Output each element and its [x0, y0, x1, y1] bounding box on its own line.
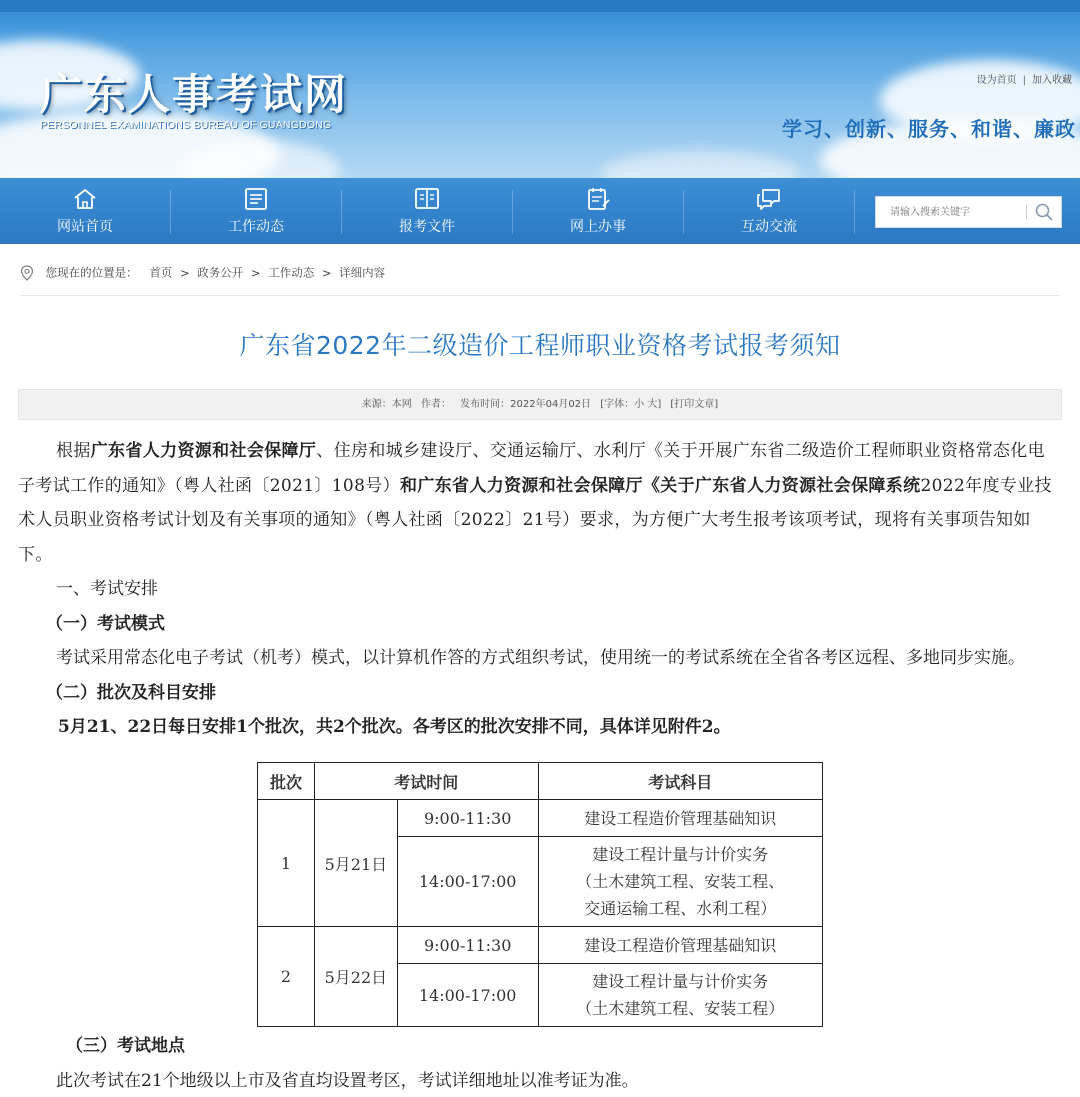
- subsection-heading: （三）考试地点: [66, 1036, 185, 1056]
- search-icon[interactable]: [1034, 202, 1054, 222]
- breadcrumb-public-affairs[interactable]: 政务公开: [197, 265, 244, 280]
- article-body: [18, 434, 1062, 745]
- meta-published: 发布时间：2022年04月02日: [460, 399, 592, 410]
- date-cell: 5月22日: [314, 927, 397, 1027]
- breadcrumb-home[interactable]: 首页: [149, 265, 173, 280]
- nav-label: 报考文件: [399, 219, 455, 235]
- time-cell: 9:00-11:30: [397, 927, 538, 964]
- breadcrumb-separator: >: [179, 265, 190, 280]
- subject-line: 建设工程造价管理基础知识: [584, 808, 777, 828]
- date-cell: 5月21日: [314, 800, 397, 927]
- subject-line: （土木建筑工程、安装工程、: [576, 872, 785, 891]
- breadcrumb-work-news[interactable]: 工作动态: [268, 265, 315, 280]
- time-cell: 14:00-17:00: [397, 837, 538, 927]
- nav-item-online-services[interactable]: [513, 178, 683, 244]
- intro-text: 2022年度专业技术人员职业资格考试计划及有关事项的通知》（粤人社函〔2022〕21号）要求，为方便广大考生报考该项考试，现将有关事项告知如下。: [18, 475, 1052, 565]
- set-homepage-link[interactable]: 设为首页: [976, 75, 1017, 86]
- subject-line: （土木建筑工程、安装工程）: [576, 999, 785, 1018]
- subject-cell: [538, 837, 822, 927]
- intro-paragraph: [18, 434, 1062, 572]
- news-icon: [242, 186, 270, 212]
- subject-line: 建设工程计量与计价实务: [592, 972, 769, 991]
- nav-item-interaction[interactable]: [684, 178, 854, 244]
- top-link-separator: |: [1022, 75, 1026, 86]
- paragraph-bold: 5月21、22日每日安排1个批次，共2个批次。各考区的批次安排不同，具体详见附件2。: [58, 717, 731, 737]
- location-pin-icon: [20, 265, 34, 281]
- paragraph: 此次考试在21个地级以上市及省直均设置考区，考试详细地址以准考证为准。: [56, 1070, 639, 1091]
- clipboard-icon: [584, 186, 612, 212]
- print-article-link[interactable]: [打印文章]: [670, 399, 719, 410]
- banner-top-strip: [0, 0, 1080, 12]
- subsection-heading: （二）批次及科目安排: [46, 682, 216, 703]
- batch-cell: 1: [258, 800, 315, 927]
- nav-label: 网上办事: [570, 219, 626, 235]
- subject-line: 建设工程造价管理基础知识: [584, 935, 777, 955]
- nav-label: 网站首页: [57, 219, 113, 235]
- meta-source: 来源：本网: [361, 399, 412, 410]
- subject-cell: [538, 927, 822, 964]
- time-cell: 14:00-17:00: [397, 964, 538, 1027]
- breadcrumb-separator: >: [250, 265, 261, 280]
- site-banner: [0, 0, 1080, 178]
- top-links: [977, 71, 1072, 86]
- font-size-control[interactable]: [字体：小 大]: [600, 399, 662, 410]
- article-title: 广东省2022年二级造价工程师职业资格考试报考须知: [239, 331, 841, 360]
- subject-line: 建设工程计量与计价实务: [592, 845, 769, 864]
- subject-cell: [538, 964, 822, 1027]
- time-cell: 9:00-11:30: [397, 800, 538, 837]
- intro-text-bold: 广东省人力资源和社会保障厅: [90, 441, 317, 461]
- header-subject: 考试科目: [538, 763, 822, 800]
- nav-item-work-news[interactable]: [171, 178, 341, 244]
- subject-line: 交通运输工程、水利工程）: [584, 899, 777, 918]
- breadcrumb-prefix: 您现在的位置是：: [45, 265, 138, 280]
- site-slogan: 学习、创新、服务、和谐、廉政: [782, 117, 1076, 141]
- meta-author: 作者：: [420, 399, 451, 410]
- section-heading: 一、考试安排: [56, 579, 158, 599]
- book-icon: [413, 186, 441, 212]
- search-input[interactable]: [876, 197, 1026, 227]
- table-row: [258, 927, 823, 964]
- nav-item-exam-documents[interactable]: [342, 178, 512, 244]
- paragraph: 考试采用常态化电子考试（机考）模式，以计算机作答的方式组织考试，使用统一的考试系统在全省各考区远程、多地同步实施。: [56, 648, 1025, 668]
- site-logo-subtitle: PERSONNEL EXAMINATIONS BUREAU OF GUANGDONG: [40, 119, 332, 131]
- breadcrumb-divider: [20, 295, 1060, 296]
- article-meta-bar: [18, 389, 1062, 420]
- table-row: [258, 800, 823, 837]
- article-body-continued: [18, 1029, 1062, 1097]
- nav-label: 工作动态: [228, 219, 284, 235]
- subject-cell: [538, 800, 822, 837]
- breadcrumb: [20, 262, 385, 282]
- nav-divider: [854, 190, 855, 234]
- chat-icon: [755, 186, 783, 212]
- header-batch: 批次: [258, 763, 315, 800]
- batch-cell: 2: [258, 927, 315, 1027]
- intro-text: 根据: [56, 441, 91, 461]
- site-logo-title[interactable]: 广东人事考试网: [40, 70, 349, 119]
- add-favorite-link[interactable]: 加入收藏: [1032, 75, 1072, 86]
- exam-schedule-table: [257, 762, 823, 1027]
- breadcrumb-current: 详细内容: [339, 265, 386, 280]
- cloud-decoration: [600, 150, 800, 178]
- intro-text-bold: 和广东省人力资源和社会保障厅《关于广东省人力资源社会保障系统: [399, 475, 921, 496]
- home-icon: [71, 186, 99, 212]
- table-header-row: [258, 763, 823, 800]
- nav-item-home[interactable]: [0, 178, 170, 244]
- subsection-heading: （一）考试模式: [46, 613, 165, 634]
- search-box: [875, 196, 1062, 228]
- intro-text: 、住房和城乡建设厅、交通运输厅、水利厅《关于开展广东省二级造价工程师职业资格常态化电子考试工作的通知》（粤人社函〔2021〕108号）: [18, 441, 1045, 496]
- search-divider: [1026, 205, 1027, 219]
- breadcrumb-separator: >: [321, 265, 332, 280]
- header-time: 考试时间: [314, 763, 538, 800]
- nav-label: 互动交流: [741, 219, 797, 235]
